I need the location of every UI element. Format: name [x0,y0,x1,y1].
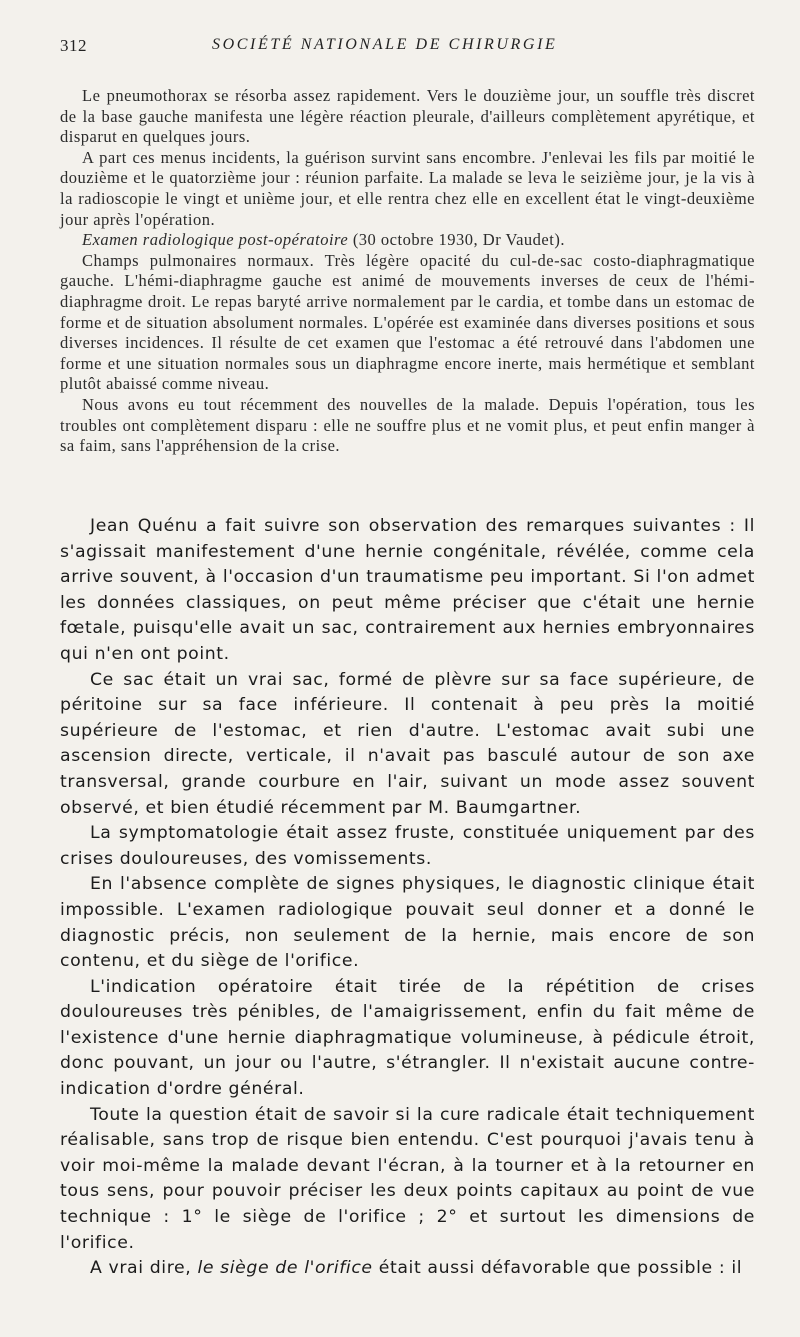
page-number: 312 [60,36,87,55]
paragraph: Toute la question était de savoir si la cure radicale était techniquement réalisable, sans trop de risque bien entendu. C'est pourquoi j'avais tenu à voir moi-même la malade devant l'écran, à la tourner et à la retourner en tous sens, pour pouvoir préciser les deux points capitaux au point de vue technique : 1° le siège de l'orifice ; 2° et surtout les dimensions de l'orifice. [60,1104,755,1253]
last-italic: le siège de l'orifice [197,1258,373,1279]
last-paragraph [60,1256,755,1282]
observation-text [60,86,755,457]
paragraph: Champs pulmonaires normaux. Très légère opacité du cul-de-sac costo-diaphragmatique gauche. L'hémi-diaphragme gauche est animé de mouvements inverses de ceux de l'hémi-diaphragme droit. Le repas baryté arrive normalement par le cardia, et tombe dans un estomac de forme et de situation absolument normales. L'opérée est examinée dans diverses positions et sous diverses incidences. Il résulte de cet examen que l'estomac a été retrouvé dans l'abdomen une forme et une situation normales sous un diaphragme encore inerte, mais hermétique et semblant plutôt abaissé comme niveau. [60,250,755,394]
paragraph: L'indication opératoire était tirée de la répétition de crises douloureuses très pénibles, de l'amaigrissement, enfin du fait même de l'existence d'une hernie diaphragmatique volumineuse, à pédicule étroit, donc pouvant, un jour ou l'autre, s'étrangler. Il n'existait aucune contre-indication d'ordre général. [60,976,755,1100]
paragraph: Le pneumothorax se résorba assez rapidement. Vers le douzième jour, un souffle très discret de la base gauche manifesta une légère réaction pleurale, d'ailleurs complètement apyrétique, et disparut en quelques jours. [60,86,755,147]
paragraph: La symptomatologie était assez fruste, constituée uniquement par des crises douloureuses, des vomissements. [60,823,755,869]
paragraph: Jean Quénu a fait suivre son observation des remarques suivantes : Il s'agissait manifestement d'une hernie congénitale, révélée, comme cela arrive souvent, à l'occasion d'un traumatisme peu important. Si l'on admet les données classiques, on peut même préciser que c'était une hernie fœtale, puisqu'elle avait un sac, contrairement aux hernies embryonnaires qui n'en ont point. [60,516,755,664]
last-end: était aussi défavorable que possible : il [372,1258,743,1279]
paragraph: Nous avons eu tout récemment des nouvelles de la malade. Depuis l'opération, tous les troubles ont complètement disparu : elle ne souffre plus et ne vomit plus, et peut enfin manger à sa faim, sans l'appréhension de la crise. [60,394,755,456]
page-header [60,36,760,62]
remarks-text [60,514,755,1282]
running-title: SOCIÉTÉ NATIONALE DE CHIRURGIE [212,36,558,53]
paragraph: A part ces menus incidents, la guérison survint sans encombre. J'enlevai les fils par moitié le douzième et le quatorzième jour : réunion parfaite. La malade se leva le seizième jour, je la vis à la radioscopie le vingt et unième jour, et elle rentra chez elle en excellent état le vingt-deuxième jour après l'opération. [60,147,755,229]
paragraph: Ce sac était un vrai sac, formé de plèvre sur sa face supérieure, de péritoine sur sa face inférieure. Il contenait à peu près la moitié supérieure de l'estomac, et rien d'autre. L'estomac avait subi une ascension directe, verticale, il n'avait pas basculé autour de son axe transversal, grande courbure en l'air, suivant un mode assez souvent observé, et bien étudié récemment par M. Baumgartner. [60,669,755,818]
paragraph: En l'absence complète de signes physiques, le diagnostic clinique était impossible. L'examen radiologique pouvait seul donner et a donné le diagnostic précis, non seulement de la hernie, mais encore de son contenu, et du siège de l'orifice. [60,874,755,972]
exam-heading-paragraph [60,230,755,251]
exam-title: Examen radiologique post-opératoire [82,230,349,250]
exam-date: (30 octobre 1930, Dr Vaudet). [348,230,565,250]
last-start: A vrai dire, [90,1258,198,1279]
